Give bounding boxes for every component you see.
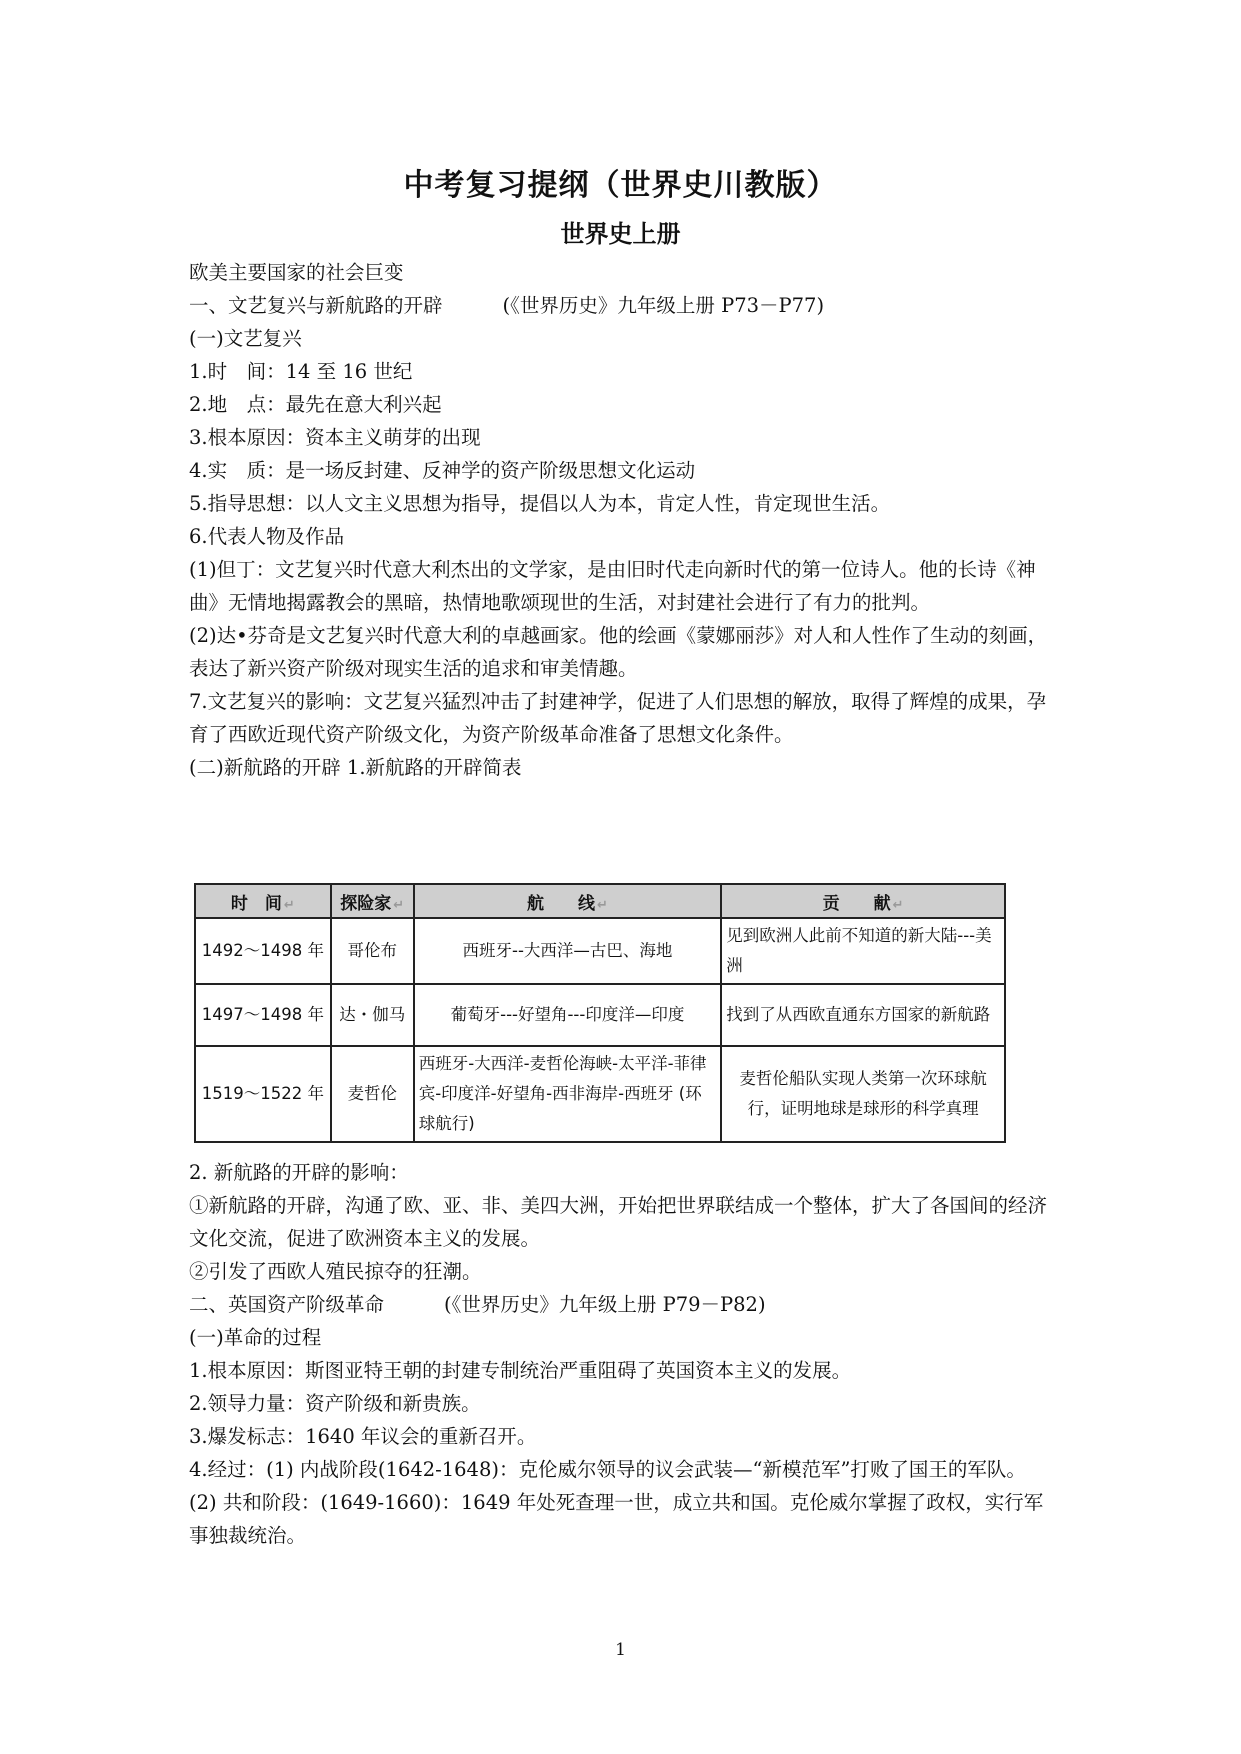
cell-explorer: 麦哲伦: [331, 1046, 414, 1142]
text-line: 3.根本原因：资本主义萌芽的出现: [189, 426, 481, 449]
header-contribution: 贡 献 ↵: [721, 884, 1005, 918]
text-paragraph: (1)但丁：文艺复兴时代意大利杰出的文学家，是由旧时代走向新时代的第一位诗人。他的长诗《神曲》无情地揭露教会的黑暗，热情地歌颂现世的生活，对封建社会进行了有力的批判。: [189, 558, 1036, 614]
table-row: [195, 918, 1005, 984]
text-line: 3.爆发标志：1640 年议会的重新召开。: [189, 1425, 537, 1448]
cell-route: 西班牙--大西洋—古巴、海地: [414, 918, 722, 984]
section2-title: 二、英国资产阶级革命: [189, 1293, 385, 1316]
document-title: 中考复习提纲（世界史川教版）: [403, 168, 838, 203]
table-header-row: [195, 884, 1005, 918]
table-row: [195, 1046, 1005, 1142]
cell-route: 西班牙-大西洋-麦哲伦海峡-太平洋-菲律宾-印度洋-好望角-西非海岸-西班牙 (环球航行): [414, 1046, 722, 1142]
page-number: 1: [615, 1640, 626, 1660]
text-line: 5.指导思想：以人文主义思想为指导，提倡以人为本，肯定人性，肯定现世生活。: [189, 492, 891, 515]
new-route-table: [194, 883, 1006, 1143]
subsection-renaissance: (一)文艺复兴: [189, 327, 302, 350]
intro-block: [189, 256, 1059, 784]
text-line: ②引发了西欧人殖民掠夺的狂潮。: [189, 1260, 482, 1283]
cell-time: 1519～1522 年: [195, 1046, 331, 1142]
section1-reference: (《世界历史》九年级上册 P73－P77): [502, 294, 825, 317]
table-row: [195, 984, 1005, 1046]
text-paragraph: (2)达•芬奇是文艺复兴时代意大利的卓越画家。他的绘画《蒙娜丽莎》对人和人性作了生动的刻画，表达了新兴资产阶级对现实生活的追求和审美情趣。: [189, 624, 1048, 680]
cell-explorer: 达・伽马: [331, 984, 414, 1046]
cell-time: 1492～1498 年: [195, 918, 331, 984]
text-line: 4.实 质：是一场反封建、反神学的资产阶级思想文化运动: [189, 459, 696, 482]
cell-contribution: 找到了从西欧直通东方国家的新航路: [721, 984, 1005, 1046]
text-paragraph: 4.经过：(1) 内战阶段(1642-1648)：克伦威尔领导的议会武装—“新模范军”打败了国王的军队。: [189, 1458, 1026, 1481]
section1-heading: [189, 289, 1059, 322]
text-line: 2.领导力量：资产阶级和新贵族。: [189, 1392, 481, 1415]
header-time: 时 间 ↵: [195, 884, 331, 918]
cell-time: 1497～1498 年: [195, 984, 331, 1046]
text-line: 2. 新航路的开辟的影响：: [189, 1161, 409, 1184]
text-paragraph: 7.文艺复兴的影响：文艺复兴猛烈冲击了封建神学，促进了人们思想的解放，取得了辉煌的成果，孕育了西欧近现代资产阶级文化，为资产阶级革命准备了思想文化条件。: [189, 690, 1047, 746]
text-line: (二)新航路的开辟 1.新航路的开辟简表: [189, 756, 522, 779]
text-line: 1.时 间：14 至 16 世纪: [189, 360, 413, 383]
subsection-process: (一)革命的过程: [189, 1326, 322, 1349]
header-route: 航 线 ↵: [414, 884, 722, 918]
text-paragraph: (2) 共和阶段：(1649-1660)：1649 年处死查理一世，成立共和国。克伦威尔掌握了政权，实行军事独裁统治。: [189, 1491, 1044, 1547]
section1-title: 一、文艺复兴与新航路的开辟: [189, 294, 443, 317]
section2-reference: (《世界历史》九年级上册 P79－P82): [444, 1293, 766, 1316]
header-explorer: 探险家 ↵: [331, 884, 414, 918]
section2-heading: [189, 1288, 1059, 1321]
cell-explorer: 哥伦布: [331, 918, 414, 984]
text-line: 6.代表人物及作品: [189, 525, 345, 548]
cell-route: 葡萄牙---好望角---印度洋—印度: [414, 984, 722, 1046]
cell-contribution: 见到欧洲人此前不知道的新大陆---美洲: [721, 918, 1005, 984]
text-paragraph: ①新航路的开辟，沟通了欧、亚、非、美四大洲，开始把世界联结成一个整体，扩大了各国间的经济文化交流，促进了欧洲资本主义的发展。: [189, 1194, 1048, 1250]
text-line: 2.地 点：最先在意大利兴起: [189, 393, 442, 416]
intro-heading: 欧美主要国家的社会巨变: [189, 261, 404, 284]
after-table-block: [189, 1156, 1059, 1552]
text-line: 1.根本原因：斯图亚特王朝的封建专制统治严重阻碍了英国资本主义的发展。: [189, 1359, 852, 1382]
document-subtitle: 世界史上册: [560, 219, 681, 248]
cell-contribution: 麦哲伦船队实现人类第一次环球航行，证明地球是球形的科学真理: [721, 1046, 1005, 1142]
